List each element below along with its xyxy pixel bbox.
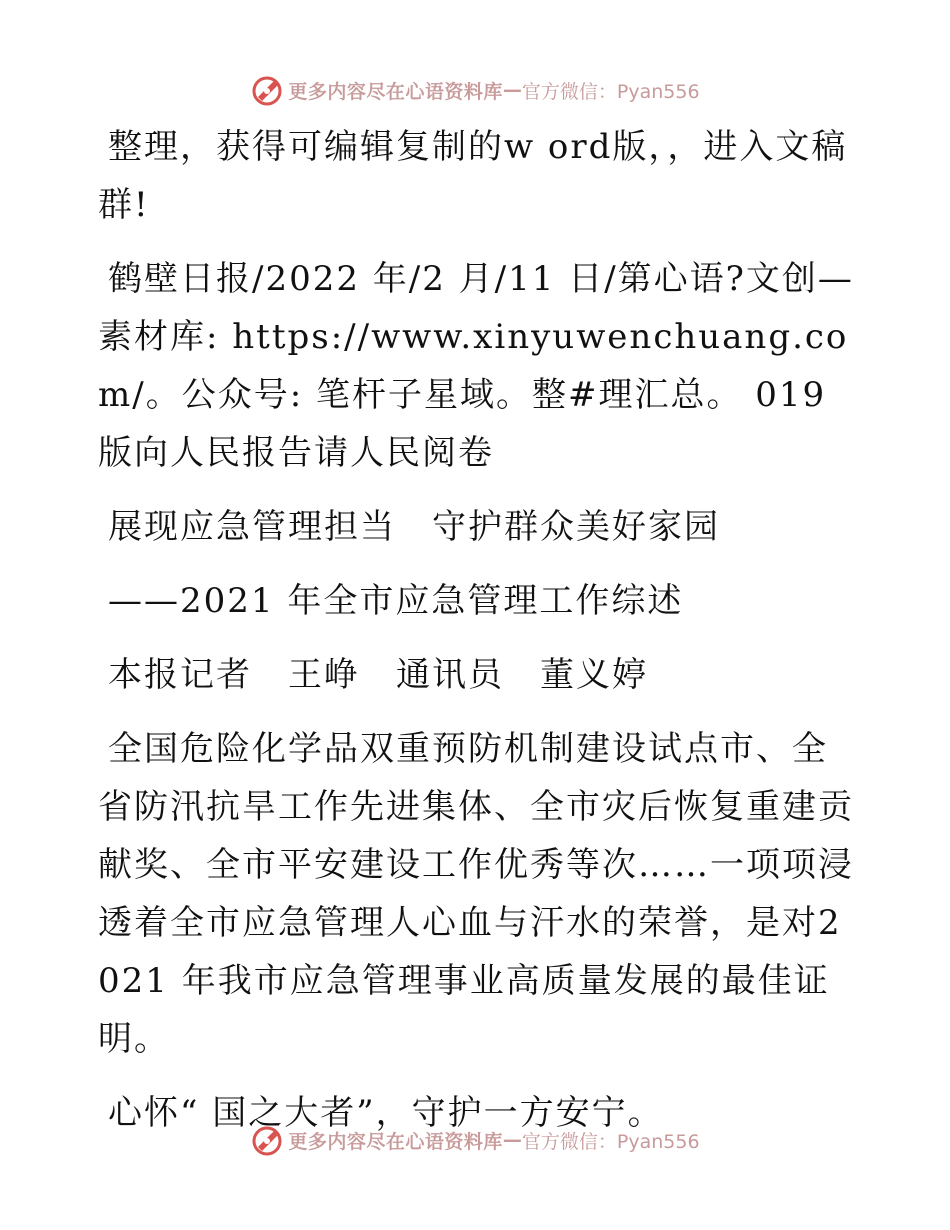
article-title: 展现应急管理担当 守护群众美好家园 — [108, 507, 720, 547]
paragraph: 心怀“ 国之大者”，守护一方安宁。 — [108, 1093, 664, 1133]
watermark-text: 更多内容尽在心语资料库 — [288, 80, 503, 103]
watermark-official: 官方微信：Pyan556 — [521, 1130, 700, 1153]
watermark-dash: — — [502, 79, 522, 101]
watermark-text: 更多内容尽在心语资料库 — [288, 1130, 503, 1153]
document-body — [98, 118, 858, 1158]
logo-icon — [250, 1123, 284, 1157]
paragraph: 全国危险化学品双重预防机制建设试点市、全省防汛抗旱工作先进集体、全市灾后恢复重建贡献奖、全市平安建设工作优秀等次……一项项浸透着全市应急管理人心血与汗水的荣誉，是对2021 年我市应急管理事业高质量发展的最佳证明。 — [98, 729, 854, 1059]
footer-watermark — [0, 1120, 950, 1160]
watermark-official: 官方微信：Pyan556 — [521, 80, 700, 103]
watermark-dash: — — [502, 1129, 522, 1151]
paragraph: 鹤壁日报/2022 年/2 月/11 日/第心语?文创—素材库: https://www.xinyuwenchuang.com/。公众号: 笔杆子星域。整#理汇总。 019 版向人民报告请人民阅卷 — [98, 259, 854, 473]
byline: 本报记者 王峥 通讯员 董义婷 — [108, 655, 648, 695]
article-subtitle: ——2021 年全市应急管理工作综述 — [108, 581, 684, 621]
header-watermark — [0, 70, 950, 110]
paragraph: 整理，获得可编辑复制的w ord版，，进入文稿群! — [98, 127, 848, 225]
logo-icon — [250, 73, 284, 107]
